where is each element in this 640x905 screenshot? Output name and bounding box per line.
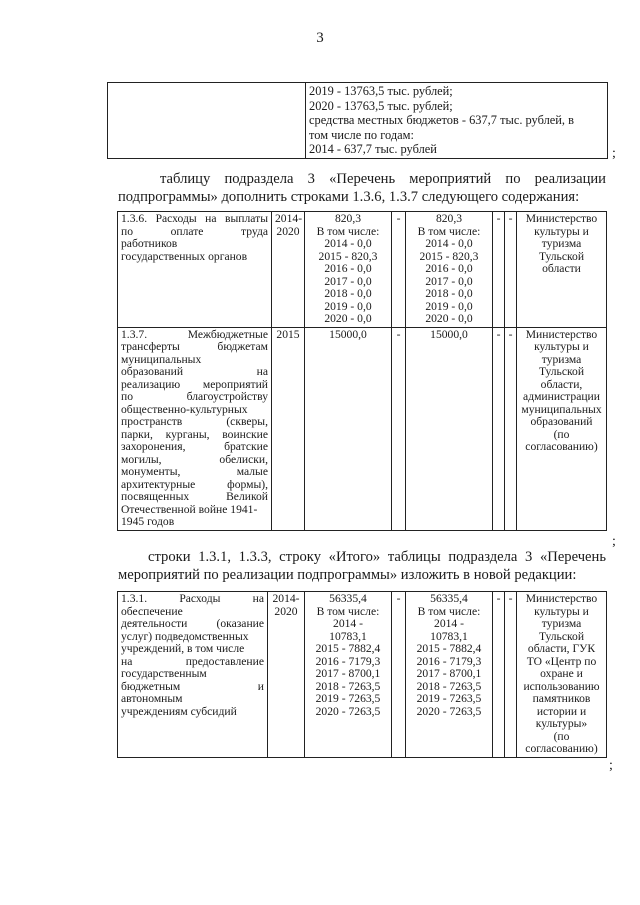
regional-cell: 15000,0 — [406, 327, 493, 530]
text-line: туризма — [541, 237, 582, 250]
text-line: 2020 - 0,0 — [324, 312, 372, 325]
text-line: 2020 - 7263,5 — [315, 704, 381, 718]
text-line: В том числе: — [316, 224, 380, 238]
text-line: монументы, малые — [121, 465, 268, 478]
measures-table-new-rows — [117, 211, 607, 531]
text-line: Тульской — [538, 249, 585, 263]
text-line: (по — [553, 729, 570, 743]
text-line: 1.3.7. Межбюджетные — [121, 327, 268, 341]
paragraph-line: таблицу подраздела 3 «Перечень мероприятий по реализации — [160, 171, 606, 187]
text-line: 2016 - 0,0 — [324, 262, 372, 275]
regional-value: 820,3 — [435, 212, 463, 225]
table-row — [118, 592, 607, 758]
text-line: области, — [540, 377, 583, 391]
measures-table-revised-rows — [117, 591, 607, 758]
text-line: охране и — [540, 667, 583, 680]
dash-cell: - — [493, 592, 505, 758]
text-line: реализацию мероприятий — [121, 377, 268, 391]
measure-name-cell — [118, 327, 272, 530]
paragraph-2 — [118, 548, 606, 584]
text-line: работников — [121, 237, 178, 250]
period-cell: 2014- 2020 — [268, 592, 305, 758]
text-line: 2015 - 820,3 — [318, 249, 378, 263]
text-line: могилы, обелиски, — [121, 452, 268, 466]
text-line: 1.3.1. Расходы на — [121, 592, 264, 605]
text-line: 2019 - 7263,5 — [315, 692, 381, 705]
text-line: туризма — [541, 352, 582, 366]
dash-cell: - — [505, 212, 517, 328]
text-line: В том числе: — [417, 604, 481, 618]
executor-cell — [517, 592, 607, 758]
text-line: области, ГУК — [527, 642, 596, 655]
measure-name-cell — [118, 592, 268, 758]
text-line: 2017 - 8700,1 — [416, 667, 482, 680]
text-line: бюджетным и — [121, 679, 264, 693]
paragraph-line: мероприятий по реализации подпрограммы» изложить в новой редакции: — [118, 567, 577, 583]
executor-cell — [517, 212, 607, 328]
text-line: захоронения, братские — [121, 440, 268, 453]
paragraph-1 — [118, 170, 606, 206]
funding-cell — [306, 83, 608, 159]
dash-cell: - — [493, 212, 505, 328]
total-cell — [305, 592, 392, 758]
table-row — [118, 212, 607, 328]
continuation-table — [107, 82, 608, 159]
text-line: 10783,1 — [329, 629, 367, 643]
dash-cell: - — [493, 327, 505, 530]
text-line: 2017 - 0,0 — [425, 274, 473, 288]
text-line: пространств (скверы, — [121, 415, 268, 428]
text-line: посвященных Великой — [121, 490, 268, 503]
text-line: автономным — [121, 692, 183, 705]
text-line: Тульской — [538, 365, 585, 378]
text-line: деятельности (оказание — [121, 617, 264, 630]
regional-cell — [406, 212, 493, 328]
dash-cell: - — [505, 592, 517, 758]
text-line: 2015 - 7882,4 — [416, 642, 482, 655]
dash-cell: - — [392, 212, 406, 328]
text-line: согласованию) — [525, 440, 598, 453]
text-line: 2019 - 0,0 — [425, 299, 473, 313]
dash-cell: - — [392, 592, 406, 758]
text-line: использованию — [523, 679, 600, 693]
text-line: 2017 - 8700,1 — [315, 667, 381, 680]
text-line: архитектурные формы), — [121, 477, 268, 491]
page-number: 3 — [316, 30, 324, 46]
paragraph-line: подпрограммы» дополнить строками 1.3.6, 1.3.7 следующего содержания: — [118, 189, 580, 205]
text-line: общественно-культурных — [121, 402, 248, 416]
semicolon: ; — [609, 758, 613, 773]
text-line: муниципальных — [121, 352, 202, 366]
regional-value: 56335,4 — [430, 592, 468, 605]
text-line: туризма — [541, 617, 582, 630]
text-line: 2016 - 7179,3 — [315, 654, 381, 668]
executor-cell — [517, 327, 607, 530]
regional-cell — [406, 592, 493, 758]
text-line: культуры и — [534, 604, 589, 618]
total-value: 56335,4 — [329, 592, 367, 605]
table-row — [118, 327, 607, 530]
text-line: культуры и — [534, 224, 589, 238]
dash-cell: - — [392, 327, 406, 530]
semicolon: ; — [612, 534, 616, 549]
text-line: образований на — [121, 365, 268, 378]
funding-line: 2014 - 637,7 тыс. рублей — [309, 142, 437, 156]
text-line: 2018 - 7263,5 — [315, 679, 381, 693]
text-line: 2014 - 0,0 — [425, 237, 473, 250]
text-line: культуры и — [534, 340, 589, 353]
dash-cell: - — [505, 327, 517, 530]
funding-line: том числе по годам: — [309, 127, 414, 142]
text-line: учреждений, в том числе — [121, 642, 245, 655]
text-line: Отечественной войне 1941- — [121, 502, 258, 516]
text-line: Министерство — [525, 327, 598, 341]
text-line: 2016 - 0,0 — [425, 262, 473, 275]
text-line: по оплате труда — [121, 224, 268, 238]
text-line: 2017 - 0,0 — [324, 274, 372, 288]
text-line: истории и — [536, 704, 587, 718]
text-line: 2019 - 7263,5 — [416, 692, 482, 705]
text-line: культуры» — [535, 717, 588, 730]
text-line: В том числе: — [316, 604, 380, 618]
text-line: (по — [553, 427, 570, 441]
funding-line: 2019 - 13763,5 тыс. рублей; — [309, 84, 453, 98]
semicolon: ; — [612, 146, 616, 161]
text-line: 2018 - 7263,5 — [416, 679, 482, 693]
measure-name-cell — [118, 212, 272, 328]
text-line: памятников — [532, 692, 591, 705]
text-line: 2015 - 7882,4 — [315, 642, 381, 655]
text-line: по благоустройству — [121, 390, 268, 403]
text-line: государственным — [121, 667, 207, 680]
funding-line: 2020 - 13763,5 тыс. рублей; — [309, 98, 453, 113]
text-line: на предоставление — [121, 654, 264, 668]
text-line: муниципальных — [521, 402, 602, 416]
total-value: 820,3 — [334, 212, 362, 225]
text-line: 2019 - 0,0 — [324, 299, 372, 313]
period-cell: 2014- 2020 — [272, 212, 305, 328]
text-line: области — [542, 262, 581, 275]
period-cell: 2015 — [272, 327, 305, 530]
total-cell — [305, 212, 392, 328]
text-line: 10783,1 — [430, 629, 468, 643]
text-line: 2015 - 820,3 — [419, 249, 479, 263]
text-line: 2018 - 0,0 — [324, 287, 372, 300]
text-line: Министерство — [525, 212, 598, 225]
text-line: согласованию) — [525, 742, 598, 755]
text-line: ТО «Центр по — [526, 654, 597, 668]
text-line: 2020 - 7263,5 — [416, 704, 482, 718]
text-line: 2014 - — [434, 617, 464, 630]
text-line: 2014 - — [333, 617, 363, 630]
text-line: 1.3.6. Расходы на выплаты — [121, 212, 268, 225]
text-line: образований — [530, 415, 593, 428]
text-line: учреждениям субсидий — [121, 704, 237, 718]
empty-cell — [108, 83, 306, 159]
text-line: трансферты бюджетам — [121, 340, 268, 353]
text-line: 2020 - 0,0 — [425, 312, 473, 325]
text-line: государственных органов — [121, 249, 248, 263]
text-line: услуг) подведомственных — [121, 629, 249, 643]
paragraph-line: строки 1.3.1, 1.3.3, строку «Итого» таблицы подраздела 3 «Перечень — [148, 549, 606, 565]
text-line: 2016 - 7179,3 — [416, 654, 482, 668]
text-line: 2018 - 0,0 — [425, 287, 473, 300]
text-line: Тульской — [538, 629, 585, 643]
text-line: администрации — [523, 390, 600, 403]
text-line: парки, курганы, воинские — [121, 427, 268, 441]
text-line: В том числе: — [417, 224, 481, 238]
text-line: обеспечение — [121, 604, 183, 618]
funding-line: средства местных бюджетов - 637,7 тыс. рублей, в — [309, 113, 574, 127]
text-line: 2014 - 0,0 — [324, 237, 372, 250]
total-cell: 15000,0 — [305, 327, 392, 530]
text-line: 1945 годов — [121, 515, 175, 528]
text-line: Министерство — [525, 592, 598, 605]
